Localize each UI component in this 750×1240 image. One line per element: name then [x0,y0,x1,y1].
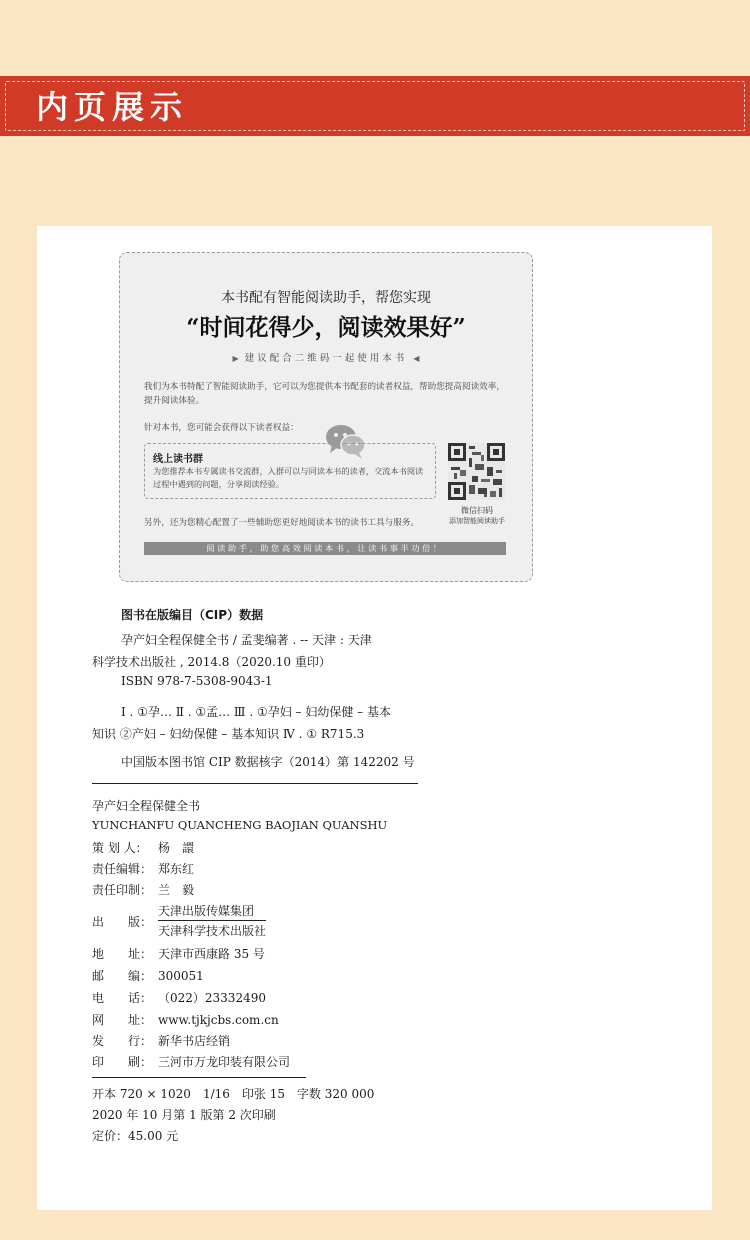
field-label: 地 址： [92,947,153,961]
cip-class-2: 知识 ②产妇 – 妇幼保健 – 基本知识 Ⅳ . ① R715.3 [92,727,365,741]
field-value: 三河市万龙印装有限公司 [158,1055,291,1069]
divider [92,1077,306,1078]
field-value: 杨 譞 [158,841,195,855]
field-editor [92,860,194,877]
qr-caption-assistant: 添加智能阅读助手 [449,517,505,525]
publisher-list [158,901,266,940]
publisher-group: 天津出版传媒集团 [158,901,266,921]
field-print-manager [92,881,194,898]
book-title-pinyin: YUNCHANFU QUANCHENG BAOJIAN QUANSHU [92,818,388,832]
cip-line-1: 孕产妇全程保健全书 / 孟斐编著 . -- 天津 : 天津 [121,633,372,647]
book-title-cn: 孕产妇全程保健全书 [92,799,201,813]
field-value: 兰 毅 [158,883,195,897]
field-postcode [92,967,204,984]
field-label: 邮 编： [92,969,153,983]
field-distribution [92,1032,230,1049]
field-value: 郑东红 [158,862,195,876]
field-label: 策 划 人： [92,841,148,855]
field-value: www.tjkjcbs.com.cn [158,1013,279,1027]
banner-title: 内页展示 [36,88,189,126]
field-publisher-label [92,913,158,930]
page-scan [37,226,712,1210]
field-address [92,945,265,962]
field-label: 印 刷： [92,1055,153,1069]
field-value: 天津市西康路 35 号 [158,947,265,961]
cip-isbn: ISBN 978-7-5308-9043-1 [121,674,273,688]
cip-number: 中国版本图书馆 CIP 数据核字（2014）第 142202 号 [121,755,415,769]
field-printer [92,1053,290,1070]
triangle-left-icon: ◀ [413,354,420,363]
field-label: 责任编辑： [92,862,153,876]
edition-info: 2020 年 10 月第 1 版第 2 次印刷 [92,1108,276,1122]
publisher-house: 天津科学技术出版社 [158,924,267,938]
field-label: 发 行： [92,1034,153,1048]
price: 定价：45.00 元 [92,1129,179,1143]
ad-hint-text: 建议配合二维码一起使用本书 [244,353,408,364]
field-label: 责任印制： [92,883,153,897]
group-title: 线上读书群 [153,454,203,465]
ad-headline-1: 本书配有智能阅读助手，帮您实现 [221,290,431,306]
field-value: 300051 [158,969,204,983]
section-banner [0,76,750,136]
copyright-page [37,226,712,1210]
cip-class-1: Ⅰ . ①孕… Ⅱ . ①孟… Ⅲ . ①孕妇 – 妇幼保健 – 基本 [121,705,391,719]
field-phone [92,989,266,1006]
ad-benefits-label: 针对本书，您可能会获得以下读者权益： [144,423,299,433]
field-label: 网 址： [92,1013,153,1027]
field-label: 电 话： [92,991,153,1005]
field-value: 新华书店经销 [158,1034,231,1048]
triangle-right-icon: ▶ [232,354,239,363]
qr-caption-scan: 微信扫码 [461,506,493,515]
ad-footer-bar: 阅读助手，助您高效阅读本书，让读书事半功倍！ [144,542,506,555]
ad-extra: 另外，还为您精心配置了一些辅助您更好地阅读本书的读书工具与服务。 [144,518,420,528]
format-info: 开本 720 × 1020 1/16 印张 15 字数 320 000 [92,1087,375,1101]
field-label: 出 版： [92,915,153,929]
divider [92,783,418,784]
ad-intro: 我们为本书特配了智能阅读助手，它可以为您提供本书配套的读者权益，帮助您提高阅读效率，提升阅读体验。 [144,382,505,406]
field-value: （022）23332490 [158,991,266,1005]
cip-heading: 图书在版编目（CIP）数据 [121,608,264,622]
cip-line-2: 科学技术出版社 , 2014.8（2020.10 重印） [92,655,331,669]
group-description: 为您推荐本书专属读书交流群，入群可以与同读本书的读者，交流本书阅读过程中遇到的问题，分享阅读经验。 [153,466,424,489]
ad-headline-2: “时间花得少，阅读效果好” [186,314,466,341]
field-planner [92,839,194,856]
field-website [92,1011,279,1028]
